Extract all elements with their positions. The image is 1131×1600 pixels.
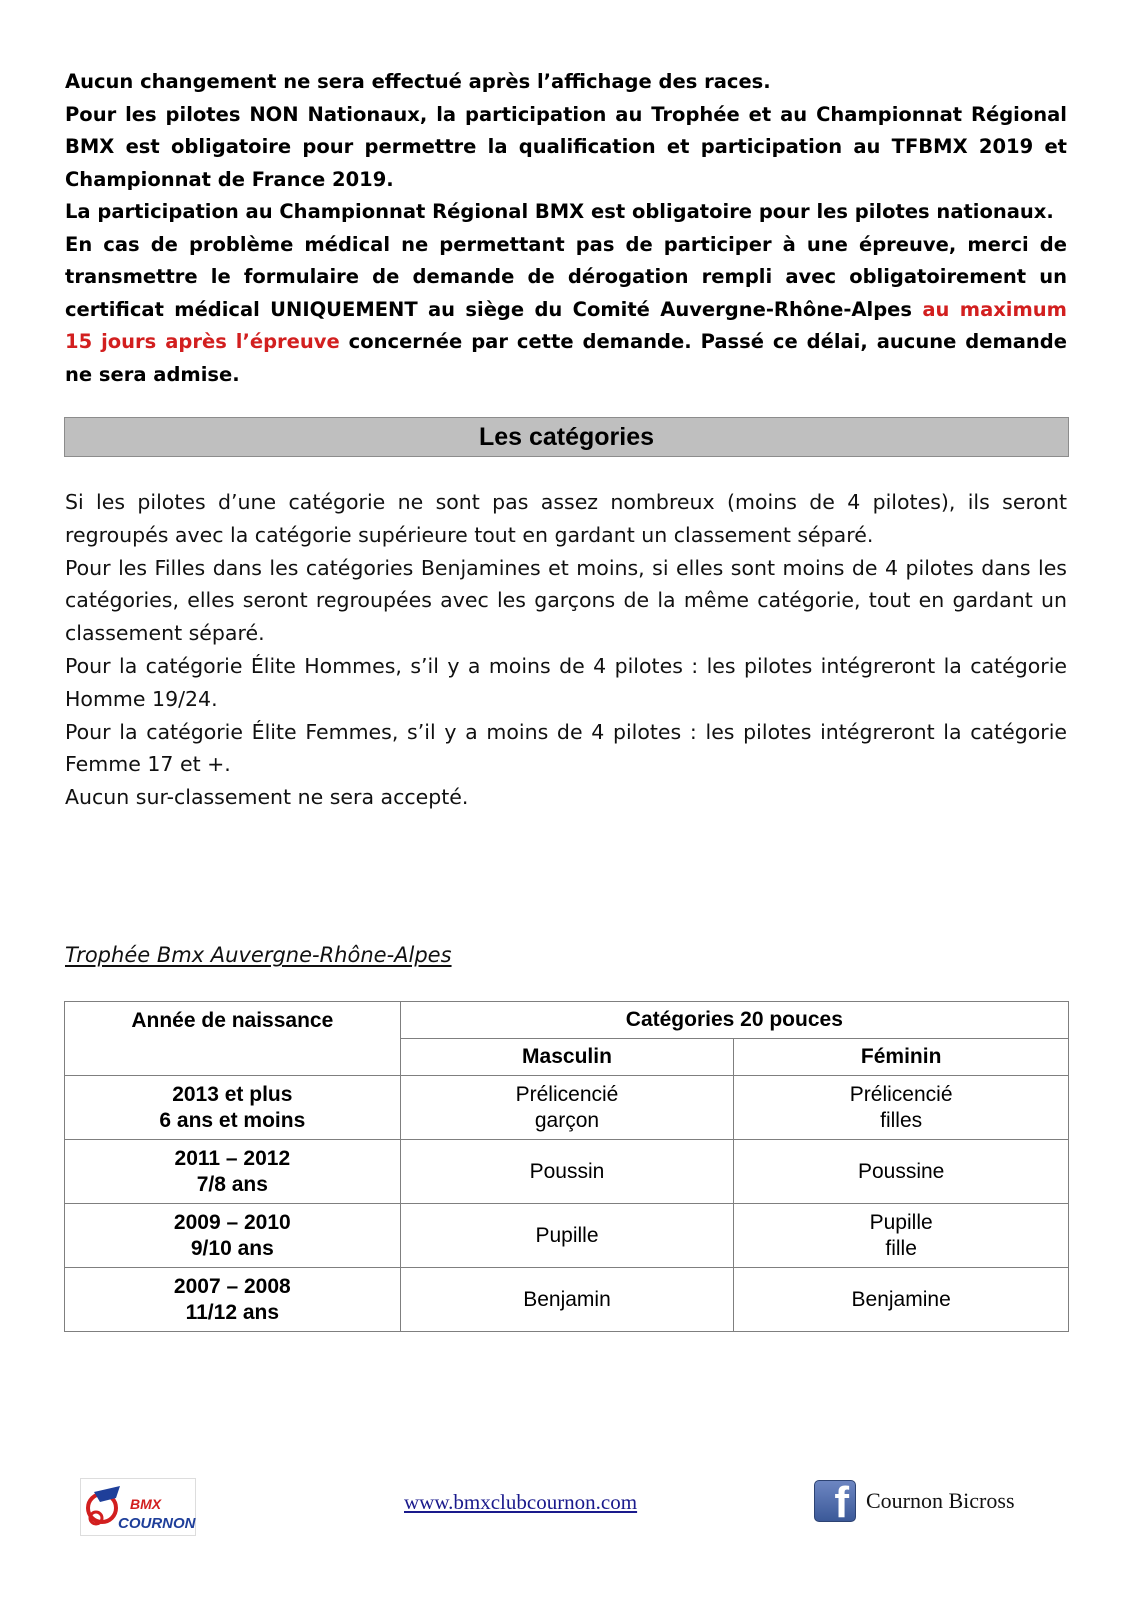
female-category: Poussine — [857, 1159, 945, 1183]
female-category-cell — [734, 1204, 1069, 1268]
logo-text-bmx: BMX — [130, 1496, 162, 1512]
male-category-suffix: garçon — [534, 1108, 600, 1132]
male-category: Poussin — [529, 1159, 605, 1183]
female-category-cell — [734, 1076, 1069, 1140]
table-header-row — [65, 1002, 1069, 1039]
section-title: Les catégories — [478, 422, 655, 451]
year-range: 2007 – 2008 — [173, 1274, 291, 1298]
category-paragraph: Pour les Filles dans les catégories Benjamines et moins, si elles sont moins de 4 pilotes dans les catégories, elles seront regroupées avec les garçons de la même catégorie, tout en gardant un classement séparé. — [65, 555, 1067, 646]
male-category: Prélicencié — [515, 1082, 619, 1106]
male-category-cell — [400, 1268, 734, 1332]
categories-table — [64, 1001, 1069, 1332]
medical-deadline-highlight: au maximum 15 jours après l’épreuve — [65, 297, 1068, 353]
year-range: 2013 et plus — [172, 1082, 293, 1106]
section-header-categories — [64, 417, 1069, 457]
category-paragraph: Aucun sur-classement ne sera accepté. — [65, 785, 469, 810]
rule-paragraph-medical — [65, 229, 1067, 392]
header-categories-20: Catégories 20 pouces — [400, 1002, 1068, 1039]
header-female: Féminin — [734, 1039, 1069, 1076]
birth-year-cell — [65, 1140, 401, 1204]
birth-year-cell — [65, 1076, 401, 1140]
age-range: 11/12 ans — [185, 1300, 280, 1324]
table-row — [65, 1268, 1069, 1332]
female-category-suffix: filles — [880, 1108, 923, 1132]
female-category-suffix: fille — [885, 1236, 917, 1260]
female-category-cell — [734, 1268, 1069, 1332]
female-category: Prélicencié — [849, 1082, 953, 1106]
category-paragraph: Pour la catégorie Élite Hommes, s’il y a moins de 4 pilotes : les pilotes intégreront la catégorie Homme 19/24. — [65, 653, 1067, 711]
female-category: Pupille — [869, 1210, 933, 1234]
male-category-cell — [400, 1076, 734, 1140]
table-row — [65, 1204, 1069, 1268]
female-category: Benjamine — [851, 1287, 951, 1311]
table-row — [65, 1140, 1069, 1204]
birth-year-cell — [65, 1268, 401, 1332]
rule-paragraph: Pour les pilotes NON Nationaux, la participation au Trophée et au Championnat Régional BMX est obligatoire pour permettre la qualification et participation au TFBMX 2019 et Championnat de France 2019. — [65, 102, 1067, 191]
female-category-cell — [734, 1140, 1069, 1204]
male-category-cell — [400, 1140, 734, 1204]
age-range: 7/8 ans — [196, 1172, 268, 1196]
website-link[interactable]: www.bmxclubcournon.com — [404, 1490, 638, 1514]
medical-text-end: concernée par cette demande. Passé ce délai, aucune demande ne sera admise. — [65, 330, 1067, 386]
table-row — [65, 1076, 1069, 1140]
medical-text-start: En cas de problème médical ne permettant pas de participer à une épreuve, merci de transmettre le formulaire de demande de dérogation rempli avec obligatoirement un certificat médical UNIQUEMENT au siège du Comité Auvergne-Rhône-Alpes — [65, 232, 1067, 321]
rules-block — [65, 66, 1067, 391]
facebook-icon[interactable] — [814, 1478, 856, 1527]
male-category-cell — [400, 1204, 734, 1268]
rule-paragraph: La participation au Championnat Régional BMX est obligatoire pour les pilotes nationaux. — [65, 200, 1054, 223]
header-birth-year: Année de naissance — [65, 1002, 401, 1076]
year-range: 2011 – 2012 — [174, 1146, 291, 1170]
age-range: 6 ans et moins — [159, 1108, 306, 1132]
category-paragraph: Pour la catégorie Élite Femmes, s’il y a moins de 4 pilotes : les pilotes intégreront la catégorie Femme 17 et +. — [65, 719, 1067, 777]
male-category: Pupille — [535, 1223, 599, 1247]
category-paragraph: Si les pilotes d’une catégorie ne sont pas assez nombreux (moins de 4 pilotes), ils seront regroupés avec la catégorie supérieure tout en gardant un classement séparé. — [65, 490, 1067, 547]
facebook-page-name: Cournon Bicross — [866, 1488, 1015, 1513]
bmx-cournon-logo — [80, 1478, 196, 1536]
categories-text-block — [65, 486, 1067, 814]
facebook-glyph: f — [834, 1478, 849, 1527]
birth-year-cell — [65, 1204, 401, 1268]
logo-text-cournon: COURNON — [118, 1515, 196, 1532]
rule-paragraph: Aucun changement ne sera effectué après l’affichage des races. — [65, 70, 771, 93]
year-range: 2009 – 2010 — [173, 1210, 291, 1234]
table-title: Trophée Bmx Auvergne-Rhône-Alpes — [65, 943, 452, 967]
header-male: Masculin — [400, 1039, 734, 1076]
age-range: 9/10 ans — [190, 1236, 274, 1260]
male-category: Benjamin — [523, 1287, 611, 1311]
